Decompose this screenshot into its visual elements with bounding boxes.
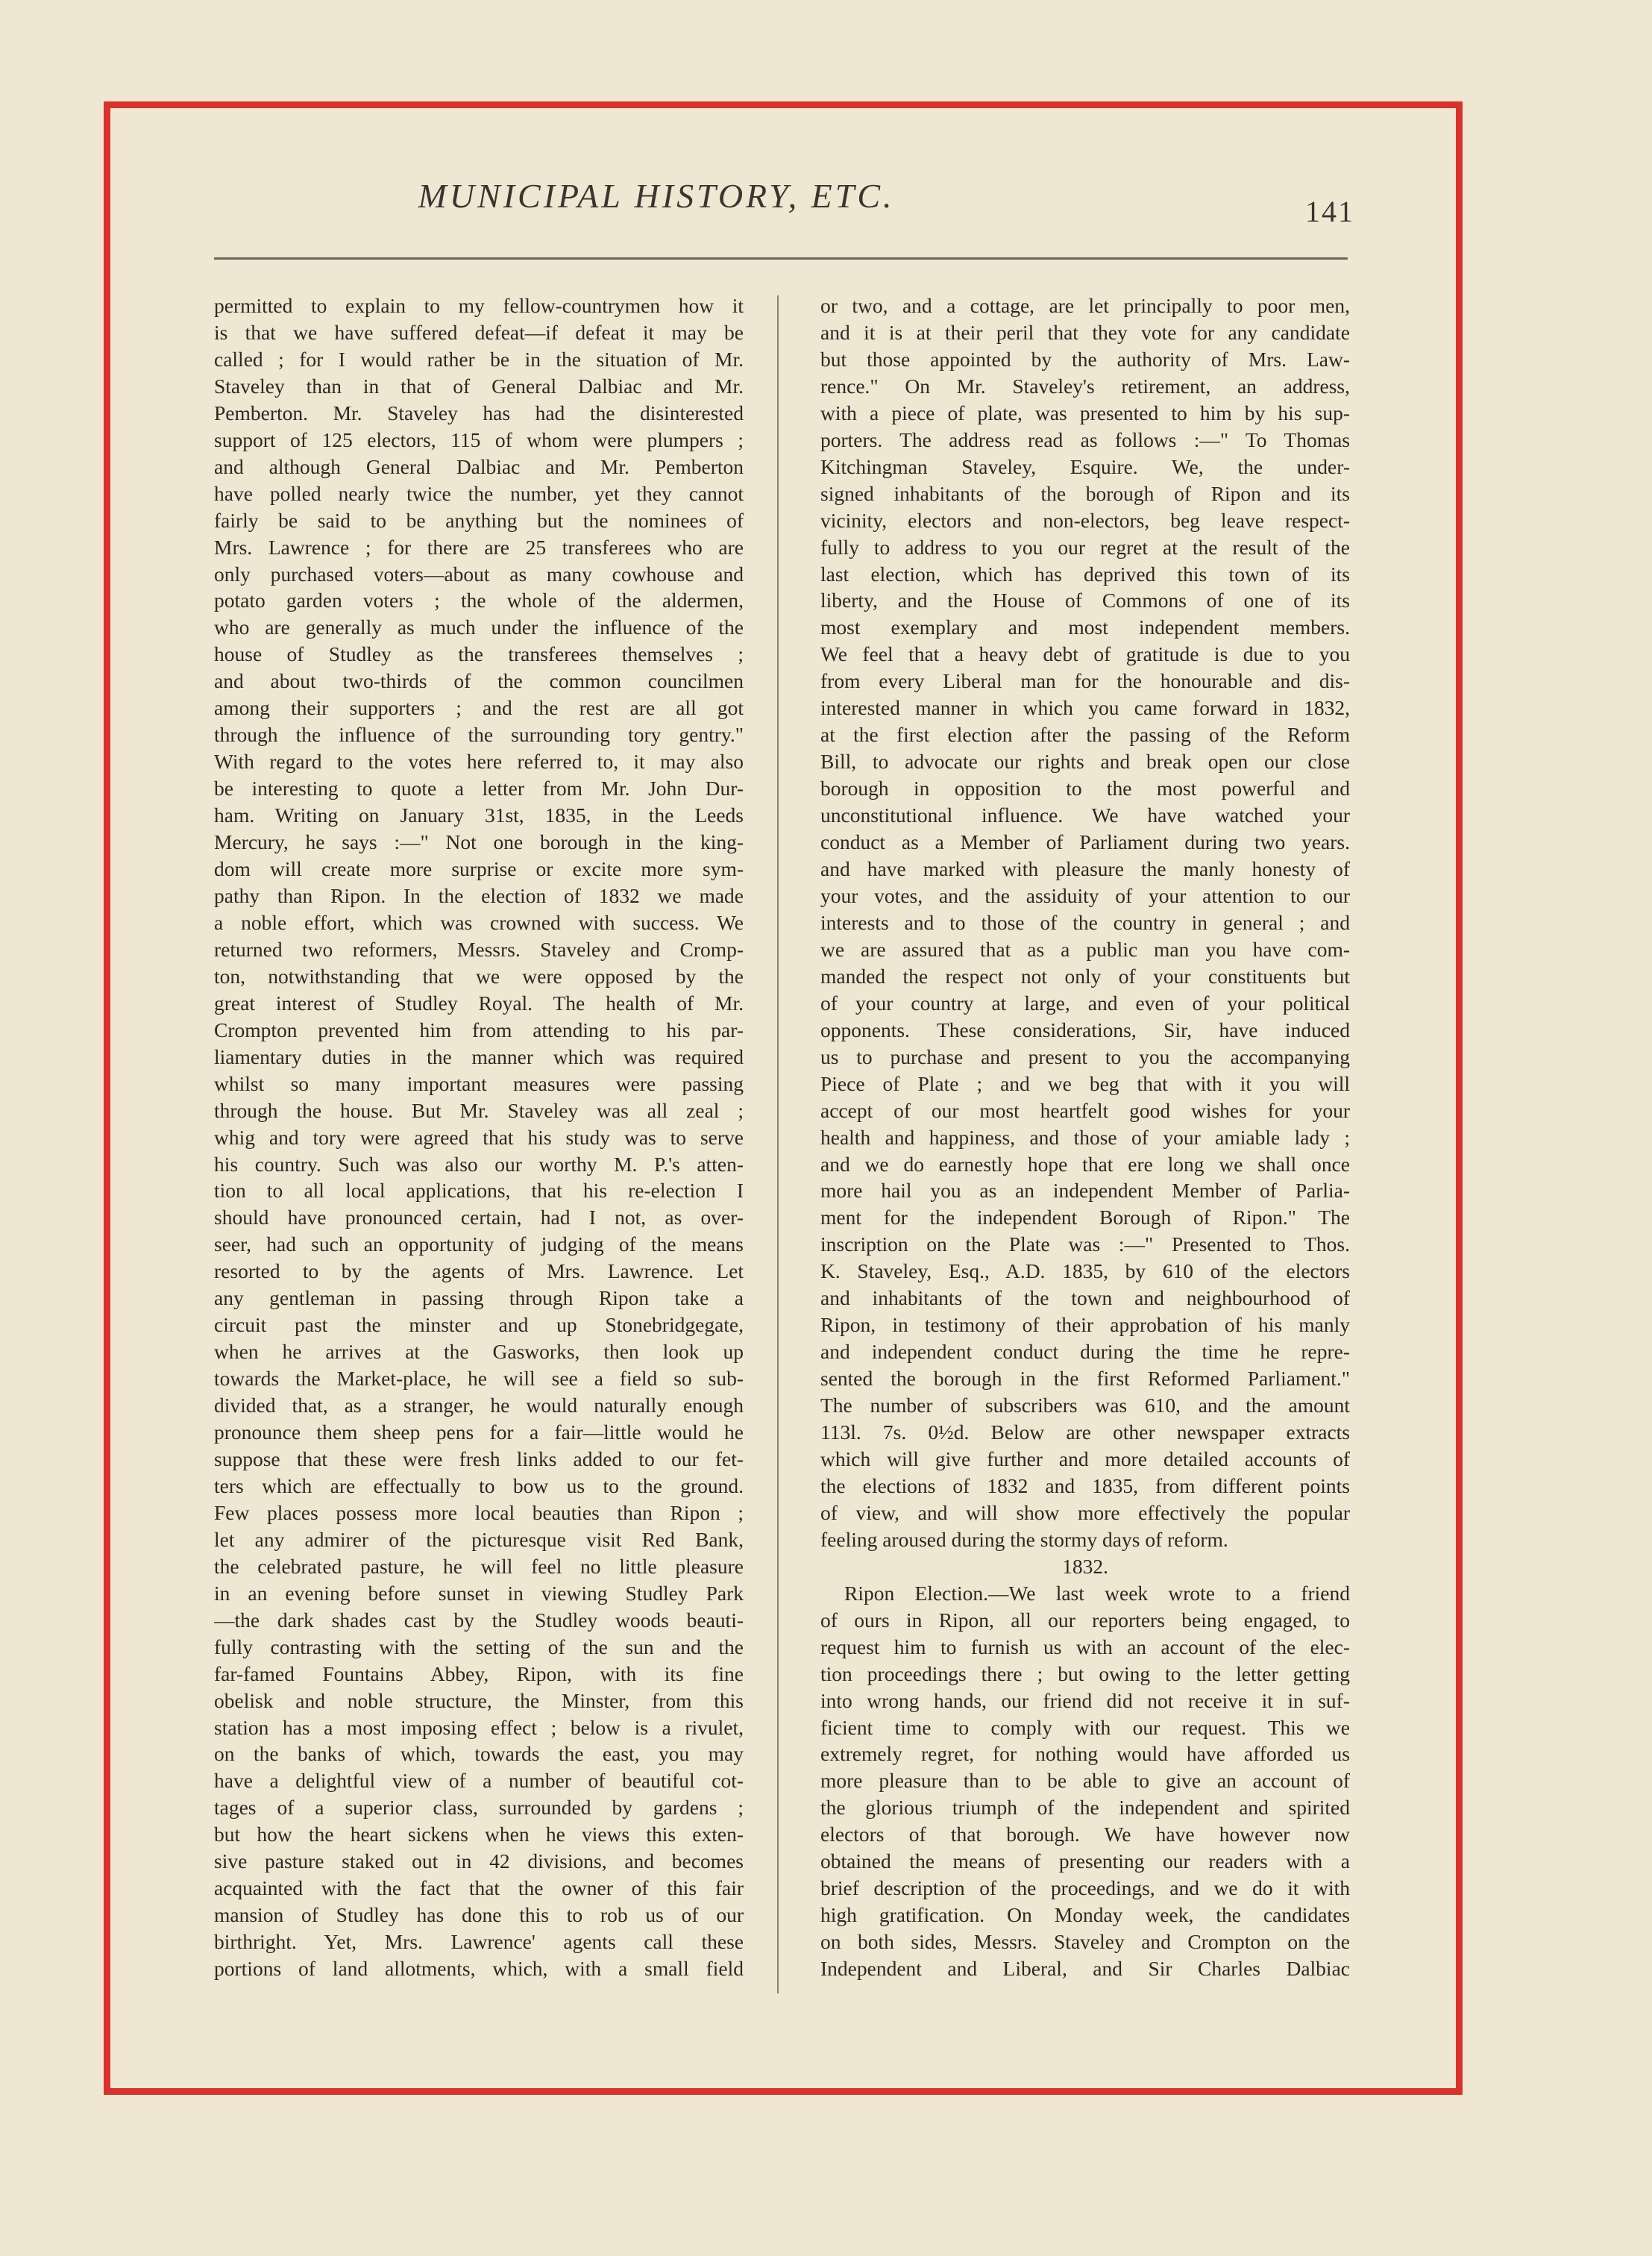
text-line: accept of our most heartfelt good wishes for your (820, 1098, 1350, 1122)
text-line: portions of land allotments, which, with a small field (214, 1957, 744, 1981)
text-line: Pemberton. Mr. Staveley has had the disinterested (214, 401, 744, 424)
text-line: have polled nearly twice the number, yet they cannot (214, 481, 744, 505)
text-line: in an evening before sunset in viewing Studley Park (214, 1581, 744, 1605)
text-line: rence." On Mr. Staveley's retirement, an address, (820, 374, 1350, 398)
text-line: conduct as a Member of Parliament during two years. (820, 830, 1350, 854)
text-line: tion proceedings there ; but owing to the letter getting (820, 1661, 1350, 1685)
text-line: acquainted with the fact that the owner of this fair (214, 1876, 744, 1900)
text-line: The number of subscribers was 610, and the amount (820, 1394, 1350, 1417)
text-line: with a piece of plate, was presented to him by his sup- (820, 401, 1350, 424)
text-line: us to purchase and present to you the accompanying (820, 1044, 1350, 1068)
text-line: We feel that a heavy debt of gratitude is due to you (820, 642, 1350, 666)
text-line: whig and tory were agreed that his study was to serve (214, 1125, 744, 1149)
text-line: at the first election after the passing of the Reform (820, 723, 1350, 747)
text-line: fully to address to you our regret at the result of the (820, 535, 1350, 559)
text-line: who are generally as much under the influence of the (214, 615, 744, 639)
text-line: more hail you as an independent Member of Parlia- (820, 1179, 1350, 1203)
text-line: vicinity, electors and non-electors, beg leave respect- (820, 508, 1350, 532)
column-divider (777, 295, 779, 1993)
text-line: 113l. 7s. 0½d. Below are other newspaper extracts (820, 1420, 1350, 1444)
text-line: be interesting to quote a letter from Mr. John Dur- (214, 777, 744, 800)
text-line: sive pasture staked out in 42 divisions, and becomes (214, 1849, 744, 1873)
text-line: through the influence of the surrounding tory gentry." (214, 723, 744, 747)
text-line: extremely regret, for nothing would have afforded us (820, 1742, 1350, 1766)
text-line: on the banks of which, towards the east, you may (214, 1742, 744, 1766)
text-line: fairly be said to be anything but the nominees of (214, 508, 744, 532)
text-line: have a delightful view of a number of beautiful cot- (214, 1769, 744, 1793)
text-line: his country. Such was also our worthy M. P.'s atten- (214, 1152, 744, 1176)
text-line: birthright. Yet, Mrs. Lawrence' agents call these (214, 1930, 744, 1954)
text-line: suppose that these were fresh links added to our fet- (214, 1447, 744, 1470)
text-line: fully contrasting with the setting of the sun and the (214, 1635, 744, 1658)
text-line: and it is at their peril that they vote for any candidate (820, 320, 1350, 344)
text-line: station has a most imposing effect ; below is a rivulet, (214, 1715, 744, 1739)
text-line: pathy than Ripon. In the election of 1832 we made (214, 883, 744, 907)
text-line: and have marked with pleasure the manly honesty of (820, 857, 1350, 881)
text-line: of view, and will show more effectively the popular (820, 1500, 1350, 1524)
text-line: of ours in Ripon, all our reporters being engaged, to (820, 1608, 1350, 1632)
text-line: signed inhabitants of the borough of Ripon and its (820, 481, 1350, 505)
text-line: electors of that borough. We have however now (820, 1823, 1350, 1846)
text-line: interested manner in which you came forward in 1832, (820, 696, 1350, 720)
header-rule (214, 257, 1348, 260)
text-line: great interest of Studley Royal. The health of Mr. (214, 991, 744, 1015)
text-line: ters which are effectually to bow us to the ground. (214, 1473, 744, 1497)
text-line: on both sides, Messrs. Staveley and Crompton on the (820, 1930, 1350, 1954)
text-line: interests and to those of the country in general ; and (820, 910, 1350, 934)
text-line: sented the borough in the first Reformed Parliament." (820, 1367, 1350, 1391)
text-line: from every Liberal man for the honourable and dis- (820, 669, 1350, 693)
text-line: the celebrated pasture, he will feel no little pleasure (214, 1554, 744, 1578)
text-line: into wrong hands, our friend did not receive it in suf- (820, 1688, 1350, 1712)
text-line: Ripon Election.—We last week wrote to a friend (844, 1581, 1350, 1605)
text-line: ment for the independent Borough of Ripon." The (820, 1206, 1350, 1229)
text-line: liamentary duties in the manner which was required (214, 1044, 744, 1068)
page-number: 141 (1305, 195, 1354, 228)
text-line: any gentleman in passing through Ripon take a (214, 1286, 744, 1310)
text-line: Few places possess more local beauties than Ripon ; (214, 1500, 744, 1524)
text-line: ton, notwithstanding that we were opposed by the (214, 964, 744, 988)
text-line: is that we have suffered defeat—if defeat it may be (214, 320, 744, 344)
text-line: request him to furnish us with an account of the elec- (820, 1635, 1350, 1658)
text-line: dom will create more surprise or excite more sym- (214, 857, 744, 881)
text-line: high gratification. On Monday week, the candidates (820, 1903, 1350, 1927)
text-line: the glorious triumph of the independent and spirited (820, 1796, 1350, 1820)
text-line: returned two reformers, Messrs. Staveley and Cromp- (214, 937, 744, 961)
text-line: your votes, and the assiduity of your attention to our (820, 883, 1350, 907)
text-line: only purchased voters—about as many cowhouse and (214, 562, 744, 586)
text-line: ham. Writing on January 31st, 1835, in the Leeds (214, 803, 744, 827)
text-line: mansion of Studley has done this to rob us of our (214, 1903, 744, 1927)
right-column (820, 292, 1350, 1982)
text-line: liberty, and the House of Commons of one of its (820, 589, 1350, 612)
text-line: brief description of the proceedings, and we do it with (820, 1876, 1350, 1900)
text-line: Piece of Plate ; and we beg that with it you will (820, 1071, 1350, 1095)
text-line: support of 125 electors, 115 of whom were plumpers ; (214, 427, 744, 451)
text-line: permitted to explain to my fellow-countrymen how it (214, 294, 744, 317)
text-line: circuit past the minster and up Stonebridgegate, (214, 1313, 744, 1337)
text-line: but those appointed by the authority of Mrs. Law- (820, 347, 1350, 371)
text-line: opponents. These considerations, Sir, have induced (820, 1018, 1350, 1041)
text-line: tion to all local applications, that his re-election I (214, 1179, 744, 1203)
text-line: Ripon, in testimony of their approbation of his manly (820, 1313, 1350, 1337)
text-line: whilst so many important measures were passing (214, 1071, 744, 1095)
text-line: and about two-thirds of the common councilmen (214, 669, 744, 693)
text-line: Crompton prevented him from attending to his par- (214, 1018, 744, 1041)
text-line: tages of a superior class, surrounded by gardens ; (214, 1796, 744, 1820)
text-line: which will give further and more detailed accounts of (820, 1447, 1350, 1470)
text-line: borough in opposition to the most powerful and (820, 777, 1350, 800)
text-line: Bill, to advocate our rights and break open our close (820, 750, 1350, 774)
text-line: Mercury, he says :—" Not one borough in the king- (214, 830, 744, 854)
text-line: potato garden voters ; the whole of the aldermen, (214, 589, 744, 612)
text-line: let any admirer of the picturesque visit Red Bank, (214, 1527, 744, 1551)
text-line: the elections of 1832 and 1835, from different points (820, 1473, 1350, 1497)
text-line: should have pronounced certain, had I not, as over- (214, 1206, 744, 1229)
left-column (214, 292, 744, 1982)
text-line: feeling aroused during the stormy days of reform. (820, 1527, 1228, 1551)
text-line: and although General Dalbiac and Mr. Pemberton (214, 454, 744, 478)
text-line: but how the heart sickens when he views this exten- (214, 1823, 744, 1846)
text-line: among their supporters ; and the rest are all got (214, 696, 744, 720)
text-line: far-famed Fountains Abbey, Ripon, with its fine (214, 1661, 744, 1685)
text-line: of your country at large, and even of your political (820, 991, 1350, 1015)
text-line: K. Staveley, Esq., A.D. 1835, by 610 of the electors (820, 1259, 1350, 1283)
text-line: divided that, as a stranger, he would naturally enough (214, 1394, 744, 1417)
text-line: pronounce them sheep pens for a fair—little would he (214, 1420, 744, 1444)
text-line: called ; for I would rather be in the situation of Mr. (214, 347, 744, 371)
text-line: —the dark shades cast by the Studley woods beauti- (214, 1608, 744, 1632)
text-line: With regard to the votes here referred to, it may also (214, 750, 744, 774)
text-line: Independent and Liberal, and Sir Charles Dalbiac (820, 1957, 1350, 1981)
text-line: unconstitutional influence. We have watched your (820, 803, 1350, 827)
text-line: health and happiness, and those of your amiable lady ; (820, 1125, 1350, 1149)
text-line: we are assured that as a public man you have com- (820, 937, 1350, 961)
text-line: inscription on the Plate was :—" Presented to Thos. (820, 1232, 1350, 1256)
text-line: Mrs. Lawrence ; for there are 25 transferees who are (214, 535, 744, 559)
text-line: last election, which has deprived this town of its (820, 562, 1350, 586)
text-line: or two, and a cottage, are let principally to poor men, (820, 294, 1350, 317)
text-line: a noble effort, which was crowned with success. We (214, 910, 744, 934)
text-line: and independent conduct during the time he repre- (820, 1340, 1350, 1364)
text-line: through the house. But Mr. Staveley was all zeal ; (214, 1098, 744, 1122)
text-line: Staveley than in that of General Dalbiac and Mr. (214, 374, 744, 398)
text-line: ficient time to comply with our request. This we (820, 1715, 1350, 1739)
text-line: towards the Market-place, he will see a field so sub- (214, 1367, 744, 1391)
text-line: seer, had such an opportunity of judging of the means (214, 1232, 744, 1256)
text-line: resorted to by the agents of Mrs. Lawrence. Let (214, 1259, 744, 1283)
text-line: Kitchingman Staveley, Esquire. We, the under- (820, 454, 1350, 478)
text-line: obelisk and noble structure, the Minster, from this (214, 1688, 744, 1712)
text-line: 1832. (1062, 1554, 1108, 1578)
running-title: MUNICIPAL HISTORY, ETC. (418, 177, 895, 215)
text-line: porters. The address read as follows :—" To Thomas (820, 427, 1350, 451)
text-line: more pleasure than to be able to give an account of (820, 1769, 1350, 1793)
text-line: and we do earnestly hope that ere long we shall once (820, 1152, 1350, 1176)
text-line: most exemplary and most independent members. (820, 615, 1350, 639)
running-head (246, 176, 1354, 228)
text-line: obtained the means of presenting our readers with a (820, 1849, 1350, 1873)
text-line: manded the respect not only of your constituents but (820, 964, 1350, 988)
text-line: and inhabitants of the town and neighbourhood of (820, 1286, 1350, 1310)
text-line: house of Studley as the transferees themselves ; (214, 642, 744, 666)
text-line: when he arrives at the Gasworks, then look up (214, 1340, 744, 1364)
